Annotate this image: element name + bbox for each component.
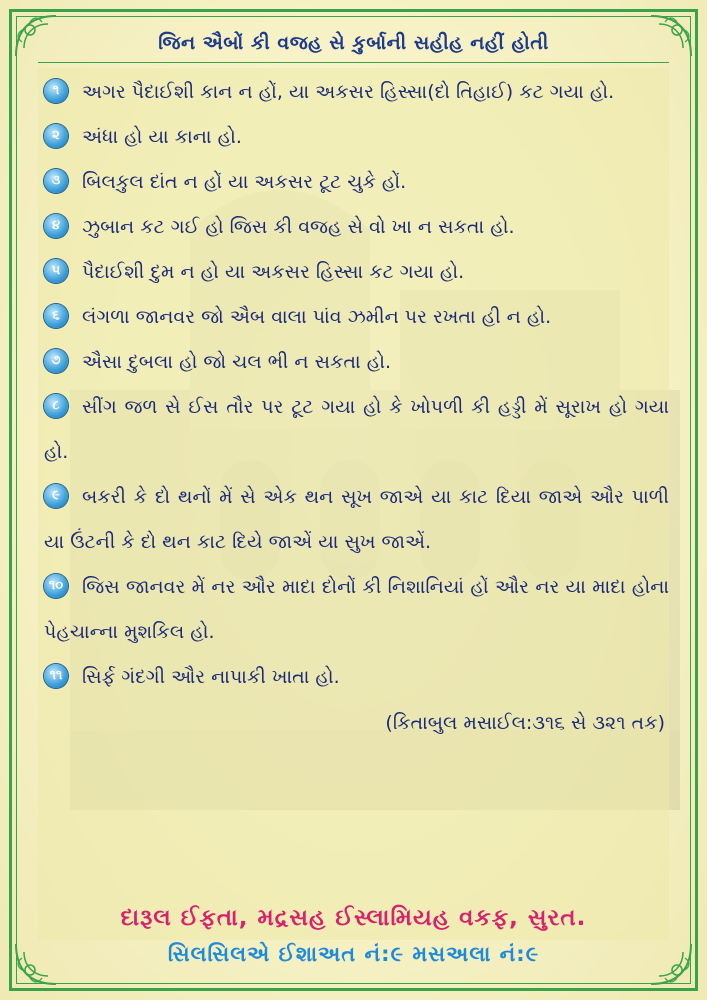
item-text: જિસ જાનવર મેં નર ઔર માદા દોનોં કી નિશાનિયાં હોં ઔર નર યા માદા હોના પેહચાન્ના મુશકિલ હો.	[44, 576, 669, 643]
list-item	[44, 295, 669, 340]
number-badge: ૫	[44, 259, 68, 283]
source-citation: (કિતાબુલ મસાઈલ:૩૧૬ સે ૩૨૧ તક)	[385, 712, 665, 734]
number-badge: ૨	[44, 124, 68, 148]
list-item	[44, 70, 669, 115]
item-text: ઝુબાન કટ ગઈ હો જિસ કી વજહ સે વો ખા ન સકતા હો.	[82, 216, 515, 238]
item-text: સીંગ જળ સે ઈસ તૌર પર ટૂટ ગયા હો કે ખોપળી કી હડ્ડી મેં સૂરાખ હો ગયા હો.	[44, 396, 669, 463]
list-item	[44, 340, 669, 385]
item-text: ઐસા દુબલા હો જો ચલ ભી ન સકતા હો.	[82, 351, 391, 373]
number-badge: ૮	[44, 394, 68, 418]
number-badge: ૩	[44, 169, 68, 193]
list-item	[44, 115, 669, 160]
defects-list	[44, 70, 669, 746]
list-item	[44, 565, 669, 655]
page-title: જિન ઐબોં કી વજહ સે કુર્બાની સહીહ નહીં હોતી	[158, 32, 549, 54]
number-badge: ૧	[44, 79, 68, 103]
number-badge: ૭	[44, 349, 68, 373]
item-text: અગર પૈદાઈશી કાન ન હોં, યા અકસર હિસ્સા(દો તિહાઈ) કટ ગયા હો.	[82, 81, 615, 103]
item-text: બિલકુલ દાંત ન હોં યા અકસર ટૂટ ચુકે હોં.	[82, 171, 407, 193]
list-item	[44, 250, 669, 295]
item-text: બકરી કે દો થનોં મેં સે એક થન સૂખ જાએ યા કાટ દિયા જાએ ઔર પાળી યા ઉંટની કે દો થન કાટ દિયે જાએં યા સુખ જાએં.	[44, 486, 669, 553]
list-item	[44, 475, 669, 565]
title-divider	[38, 62, 669, 63]
list-item	[44, 205, 669, 250]
item-text: અંધા હો યા કાના હો.	[82, 126, 242, 148]
item-text: પૈદાઈશી દુમ ન હો યા અકસર હિસ્સા કટ ગયા હો.	[82, 261, 465, 283]
item-text: લંગળા જાનવર જો ઐબ વાલા પાંવ ઝમીન પર રખતા હી ન હો.	[82, 306, 552, 328]
list-item	[44, 655, 669, 700]
list-item	[44, 160, 669, 205]
series-number: સિલસિલએ ઈશાઅત નં:૯ મસઅલા નં:૯	[167, 942, 540, 966]
number-badge: ૬	[44, 304, 68, 328]
publisher-name: દારૂલ ઈફતા, મદ્રસહ ઈસ્લામિયહ વકફ, સુરત.	[120, 905, 587, 931]
number-badge: ૧૧	[44, 664, 68, 688]
number-badge: ૯	[44, 484, 68, 508]
item-text: સિર્ફ ગંદગી ઔર નાપાકી ખાતા હો.	[82, 666, 340, 688]
number-badge: ૪	[44, 214, 68, 238]
number-badge: ૧૦	[44, 574, 68, 598]
list-item	[44, 385, 669, 475]
